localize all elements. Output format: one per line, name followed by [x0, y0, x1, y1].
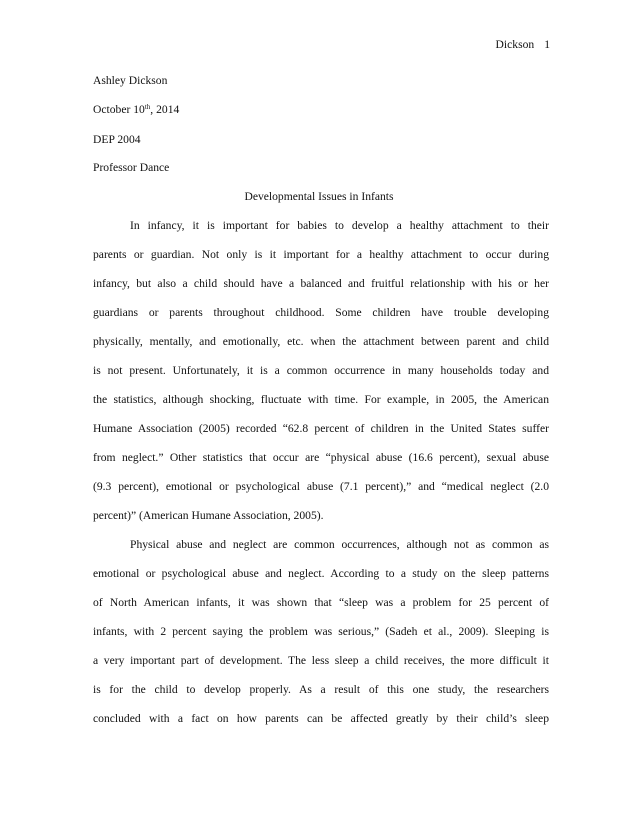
body-line: Physical abuse and neglect are common occurrences, although not as common as [130, 538, 549, 551]
body-line: percent)” (American Humane Association, 2005). [93, 509, 324, 522]
running-head-name: Dickson [495, 38, 535, 51]
body-line: the statistics, although shocking, fluctuate with time. For example, in 2005, the American [93, 393, 549, 406]
body-line: is for the child to develop properly. As a result of this one study, the researchers [93, 683, 549, 696]
body-line: (9.3 percent), emotional or psychological abuse (7.1 percent),” and “medical neglect (2.0 [93, 480, 549, 493]
body-line: infancy, but also a child should have a balanced and fruitful relationship with his or her [93, 277, 549, 290]
body-line: is not present. Unfortunately, it is a common occurrence in many households today and [93, 364, 549, 377]
body-line: emotional or psychological abuse and neglect. According to a study on the sleep patterns [93, 567, 549, 580]
body-line: In infancy, it is important for babies to develop a healthy attachment to their [130, 219, 549, 232]
body-line: physically, mentally, and emotionally, etc. when the attachment between parent and child [93, 335, 549, 348]
course-code: DEP 2004 [93, 133, 141, 146]
running-head [450, 38, 550, 51]
author-name: Ashley Dickson [93, 74, 168, 87]
body-line: infants, with 2 percent saying the problem was serious,” (Sadeh et al., 2009). Sleeping is [93, 625, 549, 638]
body-line: parents or guardian. Not only is it important for a healthy attachment to occur during [93, 248, 549, 261]
body-line: Humane Association (2005) recorded “62.8 percent of children in the United States suffer [93, 422, 549, 435]
page-number: 1 [544, 38, 550, 51]
date-line: October 10th, 2014 [93, 103, 180, 116]
body-line: of North American infants, it was shown that “sleep was a problem for 25 percent of [93, 596, 549, 609]
professor-name: Professor Dance [93, 161, 170, 174]
body-line: a very important part of development. The less sleep a child receives, the more difficult it [93, 654, 549, 667]
essay-title: Developmental Issues in Infants [244, 190, 394, 203]
body-line: concluded with a fact on how parents can be affected greatly by their child’s sleep [93, 712, 549, 725]
body-line: from neglect.” Other statistics that occur are “physical abuse (16.6 percent), sexual abuse [93, 451, 549, 464]
date-ordinal: th [144, 103, 151, 111]
body-line: guardians or parents throughout childhood. Some children have trouble developing [93, 306, 549, 319]
